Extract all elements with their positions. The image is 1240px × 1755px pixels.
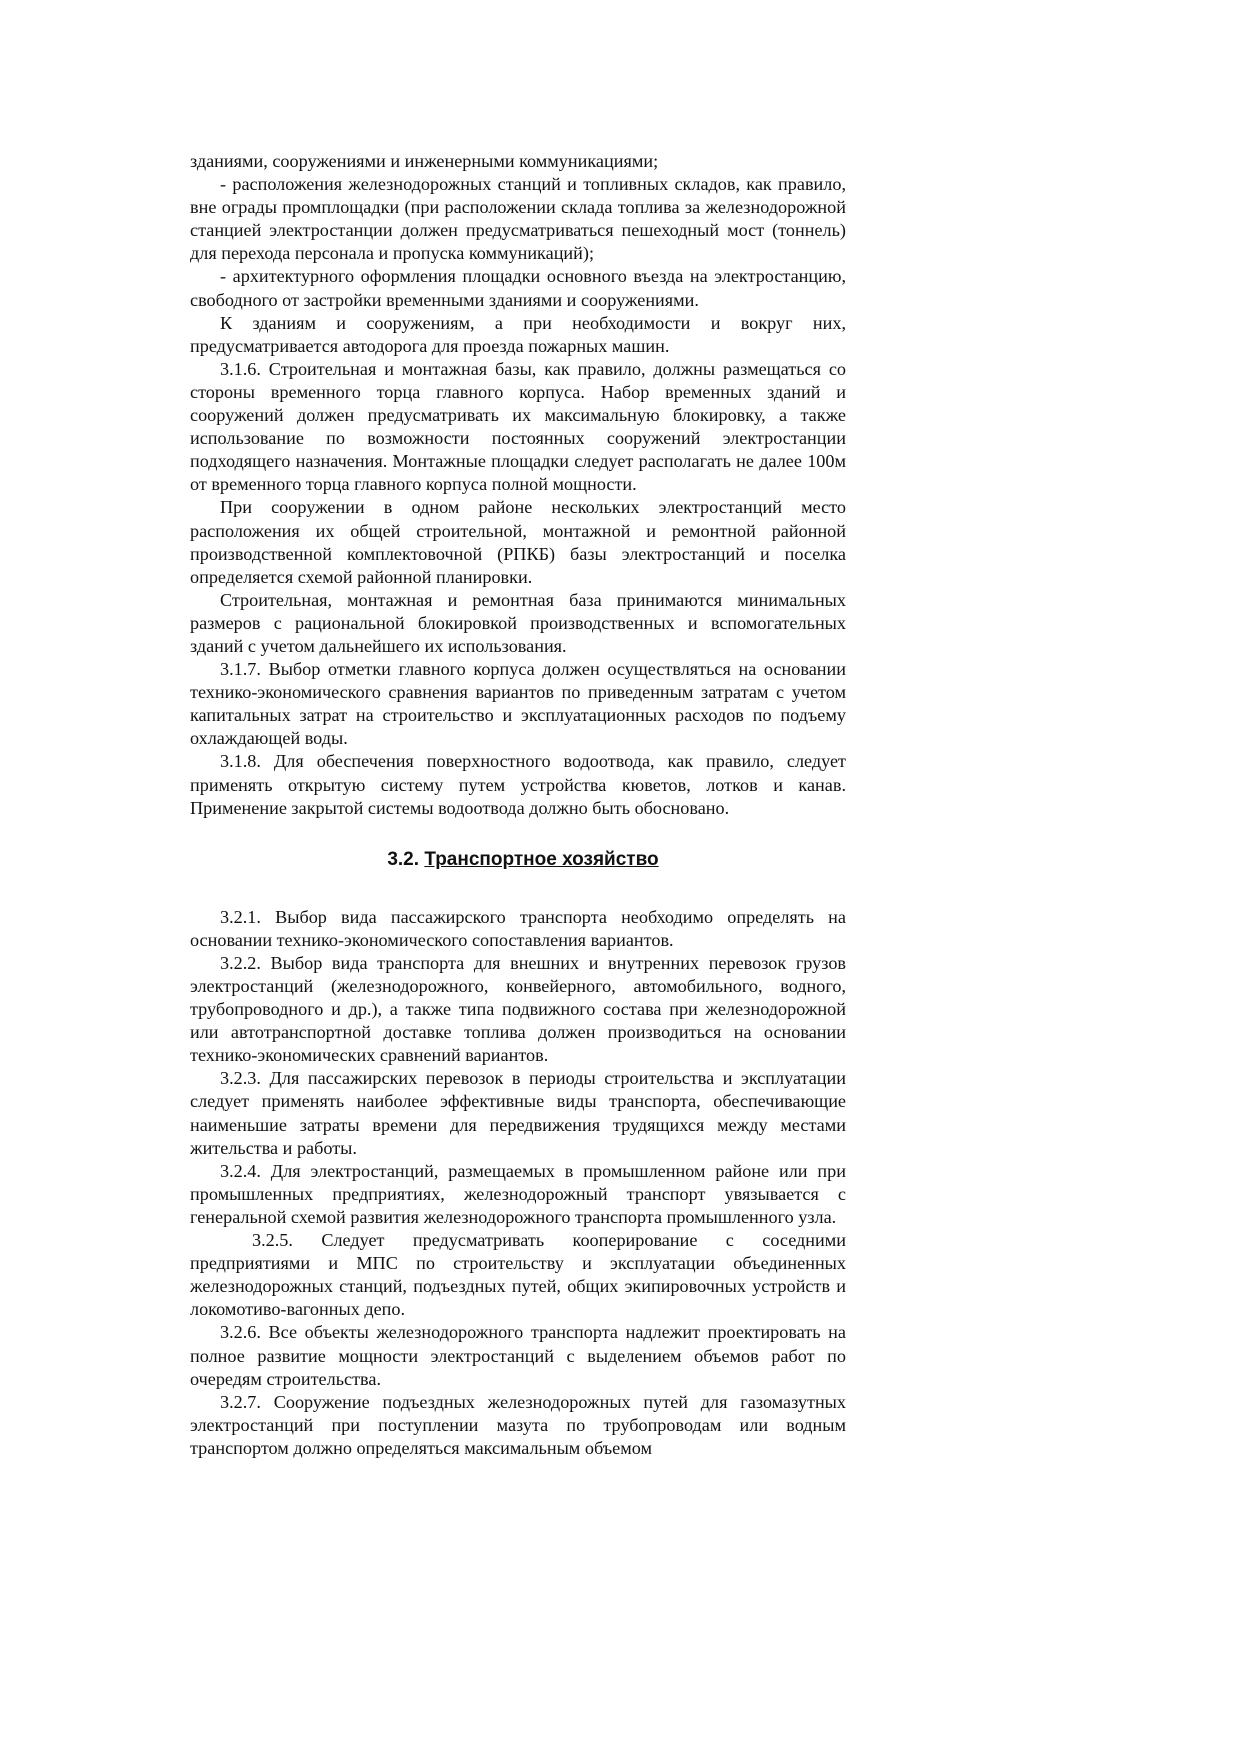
section-number: 3.2. xyxy=(387,848,420,870)
document-page xyxy=(190,150,846,1460)
section-heading xyxy=(190,848,846,872)
paragraph: К зданиям и сооружениям, а при необходимости и вокруг них, предусматривается автодорога для проезда пожарных машин. xyxy=(190,312,846,356)
paragraph: 3.2.2. Выбор вида транспорта для внешних и внутренних перевозок грузов электростанций (железнодорожного, конвейерного, автомобильного, водного, трубопроводного и др.), а также типа подвижного состава при железнодорожной или автотранспортной доставке топлива должен производиться на основании технико-экономических сравнений вариантов. xyxy=(190,952,846,1066)
paragraph: 3.2.6. Все объекты железнодорожного транспорта надлежит проектировать на полное развитие мощности электростанций с выделением объемов работ по очередям строительства. xyxy=(190,1322,846,1389)
paragraphs-bottom xyxy=(190,906,846,1460)
paragraph: 3.1.7. Выбор отметки главного корпуса должен осуществляться на основании технико-экономического сравнения вариантов по приведенным затратам с учетом капитальных затрат на строительство и эксплуатационных расходов по подъему охлаждающей воды. xyxy=(190,659,846,749)
paragraph: - расположения железнодорожных станций и топливных складов, как правило, вне ограды промплощадки (при расположении склада топлива за железнодорожной станцией электростанции должен предусматриваться пешеходный мост (тоннель) для перехода персонала и пропуска коммуникаций); xyxy=(190,174,846,264)
paragraph: 3.2.4. Для электростанций, размещаемых в промышленном районе или при промышленных предприятиях, железнодорожный транспорт увязывается с генеральной схемой развития железнодорожного транспорта промышленного узла. xyxy=(190,1160,846,1227)
paragraph: 3.2.3. Для пассажирских перевозок в периоды строительства и эксплуатации следует применять наиболее эффективные виды транспорта, обеспечивающие наименьшие затраты времени для передвижения трудящихся между местами жительства и работы. xyxy=(190,1068,846,1158)
paragraph: зданиями, сооружениями и инженерными коммуникациями; xyxy=(190,151,659,171)
paragraph: 3.2.7. Сооружение подъездных железнодорожных путей для газомазутных электростанций при поступлении мазута по трубопроводам или водным транспортом должно определяться максимальным объемом xyxy=(190,1391,846,1458)
paragraph: 3.2.5. Следует предусматривать кооперирование с соседними предприятиями и МПС по строительству и эксплуатации объединенных железнодорожных станций, подъездных путей, общих экипировочных устройств и локомотиво-вагонных депо. xyxy=(190,1230,846,1320)
paragraph: 3.1.6. Строительная и монтажная базы, как правило, должны размещаться со стороны временного торца главного корпуса. Набор временных зданий и сооружений должен предусматривать их максимальную блокировку, а также использование по возможности постоянных сооружений электростанции подходящего назначения. Монтажные площадки следует располагать не далее 100м от временного торца главного корпуса полной мощности. xyxy=(190,358,846,495)
paragraphs-top xyxy=(190,150,846,820)
paragraph: Строительная, монтажная и ремонтная база принимаются минимальных размеров с рациональной блокировкой производственных и вспомогательных зданий с учетом дальнейшего их использования. xyxy=(190,589,846,656)
paragraph: 3.2.1. Выбор вида пассажирского транспорта необходимо определять на основании технико-экономического сопоставления вариантов. xyxy=(190,906,846,950)
paragraph: 3.1.8. Для обеспечения поверхностного водоотвода, как правило, следует применять открытую систему путем устройства кюветов, лотков и канав. Применение закрытой системы водоотвода должно быть обосновано. xyxy=(190,751,846,818)
paragraph: При сооружении в одном районе нескольких электростанций место расположения их общей строительной, монтажной и ремонтной районной производственной комплектовочной (РПКБ) базы электростанций и поселка определяется схемой районной планировки. xyxy=(190,497,846,587)
section-title: Транспортное хозяйство xyxy=(424,848,659,870)
paragraph: - архитектурного оформления площадки основного въезда на электростанцию, свободного от застройки временными зданиями и сооружениями. xyxy=(190,266,846,310)
